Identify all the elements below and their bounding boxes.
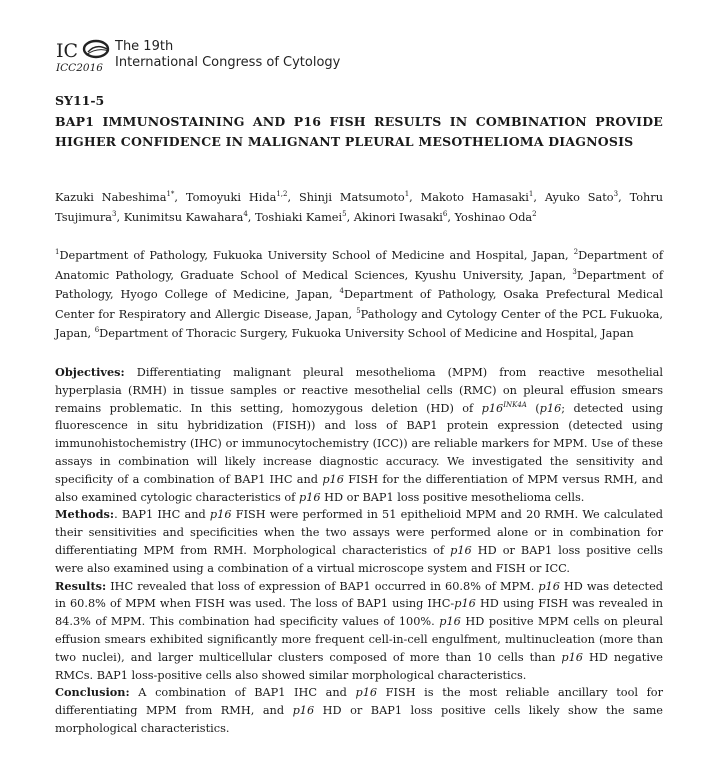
icc-logo-icon xyxy=(55,38,111,74)
author-affiliation-sup: 1 xyxy=(528,190,534,199)
affiliation-text: Department of Pathology, Osaka Prefectural Medical Center for Respiratory and Allergic Disease, Japan, xyxy=(55,288,663,321)
affiliation-sup: 5 xyxy=(356,306,361,315)
abstract-title: BAP1 IMMUNOSTAINING AND P16 FISH RESULTS IN COMBINATION PROVIDE HIGHER CONFIDENCE IN MALIGNANT PLEURAL MESOTHELIOMA DIAGNOSIS xyxy=(55,114,663,149)
conclusion-label: Conclusion: xyxy=(55,685,130,700)
author-name: Yoshinao Oda xyxy=(454,210,533,224)
author-name: Ayuko Sato xyxy=(544,191,614,204)
author-affiliation-sup: 3 xyxy=(613,190,619,199)
methods-paragraph: Methods:. BAP1 IHC and p16 FISH were performed in 51 epithelioid MPM and 20 RMH. We calculated their sensitivities and specificities when the two assays were performed alone or in combination for differentiating MPM from RMH. Morphological characteristics of p16 HD or BAP1 loss positive cells were also examined using a combination of a virtual microscope system and FISH or ICC. xyxy=(55,507,664,575)
objectives-paragraph: Objectives: Differentiating malignant pleural mesothelioma (MPM) from reactive mesothelial hyperplasia (RMH) in tissue samples or reactive mesothelial cells (RMC) on pleural effusion smears remains problematic. In this setting, homozygous deletion (HD) of $p16^{INK4A}$ (p16; detected using fluorescence in situ hybridization (FISH)) and loss of BAP1 protein expression (detected using immunohistochemistry (IHC) or immunocytochemistry (ICC)) are reliable markers for MPM. Use of these assays in combination will likely increase diagnostic accuracy. We investigated the sensitivity and specificity of a combination of BAP1 IHC and p16 FISH for the differentiation of MPM versus RMH, and also examined cytologic characteristics of p16 HD or BAP1 loss positive mesothelioma cells. xyxy=(55,365,663,504)
author-name: Toshiaki Kamei xyxy=(254,210,343,224)
affiliation-text: Department of Pathology, Fukuoka University School of Medicine and Hospital, Japan, xyxy=(59,249,574,262)
author-affiliation-sup: 5 xyxy=(342,209,347,218)
svg-text:IC: IC xyxy=(56,40,79,62)
affiliation-sup: 2 xyxy=(573,248,579,257)
methods-label: Methods: xyxy=(55,507,115,522)
abstract-code: SY11-5 xyxy=(55,93,105,108)
author-name: Tohru Tsujimura xyxy=(55,191,663,224)
results-paragraph: Results: IHC revealed that loss of expression of BAP1 occurred in 60.8% of MPM. p16 HD was detected in 60.8% of MPM when FISH was used. The loss of BAP1 using IHC-p16 HD using FISH was revealed in 84.3% of MPM. This combination had specificity values of 100%. p16 HD positive MPM cells on pleural effusion smears exhibited significantly more frequent cell-in-cell engulfment, multinucleation (more than two nuclei), and larger multicellular clusters composed of more than 10 cells than p16 HD negative RMCs. BAP1 loss-positive cells also showed similar morphological characteristics. xyxy=(55,578,664,682)
author-name: Tomoyuki Hida xyxy=(185,191,277,204)
affiliation-sup: 6 xyxy=(94,326,100,335)
author-list: Kazuki Nabeshima$^{1*}$, Tomoyuki Hida$^{1,2}$, Shinji Matsumoto$^1$, Makoto Hamasaki$^1$, Ayuko Sato$^3$, Tohru Tsujimura$^3$, Kunimitsu Kawahara$^4$, Toshiaki Kamei$^5$, Akinori Iwasaki$^6$, Yoshinao Oda$^2$ xyxy=(55,190,663,224)
author-name: Kazuki Nabeshima xyxy=(55,191,167,204)
affiliation-list xyxy=(55,246,663,344)
affiliation-text: Department of Pathology, Hyogo College of Medicine, Japan, xyxy=(55,268,663,301)
author-affiliation-sup: 6 xyxy=(442,209,448,218)
author-name: Makoto Hamasaki xyxy=(420,191,529,204)
congress-title: International Congress of Cytology xyxy=(115,55,341,70)
results-label: Results: xyxy=(55,578,107,593)
affiliation-text: Department of Thoracic Surgery, Fukuoka University School of Medicine and Hospital, Japan xyxy=(99,327,634,340)
affiliation-sup: 4 xyxy=(339,287,345,296)
objectives-label: Objectives: xyxy=(55,365,125,379)
affiliation-sup: 1 xyxy=(55,248,60,257)
abstract-body xyxy=(55,364,663,738)
author-name: Kunimitsu Kawahara xyxy=(123,210,244,224)
author-affiliation-sup: 1 xyxy=(404,190,410,199)
author-affiliation-sup: 1* xyxy=(166,190,175,199)
conclusion-paragraph: Conclusion: A combination of BAP1 IHC and p16 FISH is the most reliable ancillary tool for differentiating MPM from RMH, and p16 HD or BAP1 loss positive cells likely show the same morphological characteristics. xyxy=(55,685,663,735)
affiliation-sup: 3 xyxy=(572,267,577,276)
affiliation-text: Pathology and Cytology Center of the PCL Fukuoka, Japan, xyxy=(55,307,663,340)
author-name: Shinji Matsumoto xyxy=(298,191,405,204)
affiliation-text: Department of Anatomic Pathology, Graduate School of Medical Sciences, Kyushu University, Japan, xyxy=(55,249,663,282)
author-name: Akinori Iwasaki xyxy=(353,210,443,224)
author-affiliation-sup: 4 xyxy=(243,209,248,218)
author-affiliation-sup: 2 xyxy=(532,209,537,218)
congress-edition: The 19th xyxy=(115,39,174,54)
author-affiliation-sup: 3 xyxy=(112,209,117,218)
author-affiliation-sup: 1,2 xyxy=(276,190,288,199)
logo-mark-text: ICC2016 xyxy=(56,62,103,74)
congress-name xyxy=(115,39,340,71)
